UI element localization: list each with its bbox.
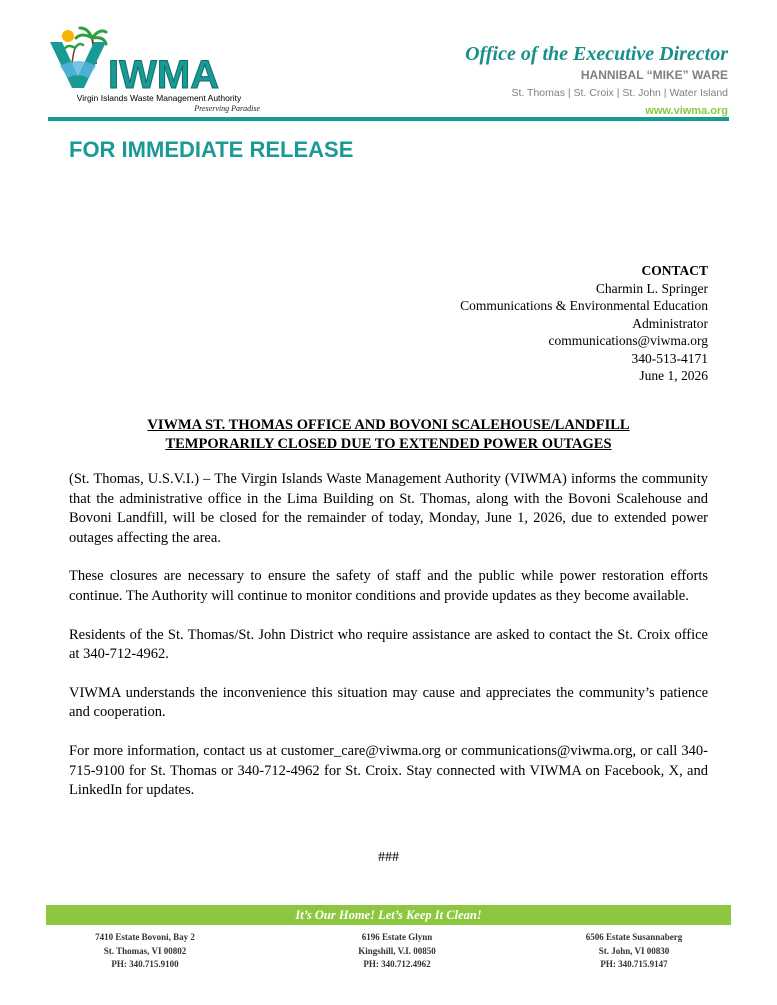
press-release-body — [69, 470, 708, 820]
release-date: June 1, 2026 — [639, 368, 708, 383]
address-line: 6506 Estate Susannaberg — [585, 932, 683, 942]
address-st-john — [544, 931, 724, 972]
headline — [69, 416, 708, 454]
headline-line: VIWMA ST. THOMAS OFFICE AND BOVONI SCALEHOUSE/LANDFILL — [147, 417, 630, 433]
sun-icon — [62, 30, 74, 42]
logo-graphic-icon — [48, 26, 268, 96]
islands-list: St. Thomas | St. Croix | St. John | Water Island — [511, 87, 728, 99]
address-line: 6196 Estate Glynn — [361, 932, 433, 942]
body-paragraph: These closures are necessary to ensure the safety of staff and the public while power restoration efforts continue. The Authority will continue to monitor conditions and provide updates as they become available. — [69, 568, 708, 604]
body-paragraph: (St. Thomas, U.S.V.I.) – The Virgin Islands Waste Management Authority (VIWMA) informs the community that the administrative office in the Lima Building on St. Thomas, along with the Bovoni Scalehouse and Bovoni Landfill, will be closed for the remainder of today, Monday, June 1, 2026, due to extended power outages affecting the area. — [69, 471, 708, 546]
footer-slogan: It’s Our Home! Let’s Keep It Clean! — [295, 908, 482, 922]
end-mark: ### — [378, 850, 399, 865]
contact-heading: CONTACT — [641, 263, 708, 278]
contact-block — [460, 262, 708, 385]
address-line: St. Thomas, VI 00802 — [103, 945, 187, 956]
address-line: Kingshill, V.I. 00850 — [358, 945, 436, 956]
headline-line: TEMPORARILY CLOSED DUE TO EXTENDED POWER OUTAGES — [165, 436, 612, 452]
address-line: 7410 Estate Bovoni, Bay 2 — [95, 932, 195, 942]
logo-wordmark: IWMA — [108, 53, 220, 96]
address-phone: PH: 340.712.4962 — [363, 959, 431, 969]
contact-line: Communications & Environmental Education — [460, 298, 708, 313]
contact-line: Charmin L. Springer — [595, 280, 708, 296]
body-paragraph: Residents of the St. Thomas/St. John District who require assistance are asked to contact the St. Croix office at 340-712-4962. — [69, 626, 708, 663]
office-title: Office of the Executive Director — [465, 43, 728, 65]
address-phone: PH: 340.715.9100 — [111, 959, 179, 969]
logo-org-name: Virgin Islands Waste Management Authority — [76, 93, 242, 103]
website-link[interactable]: www.viwma.org — [645, 105, 728, 117]
director-name: HANNIBAL “MIKE” WARE — [580, 68, 728, 82]
address-st-croix — [307, 931, 487, 972]
viwma-logo — [48, 26, 268, 116]
body-paragraph: VIWMA understands the inconvenience this situation may cause and appreciates the community’s patience and cooperation. — [69, 684, 708, 721]
release-label: FOR IMMEDIATE RELEASE — [69, 137, 354, 162]
logo-tagline: Preserving Paradise — [194, 104, 260, 113]
contact-email[interactable]: communications@viwma.org — [548, 333, 708, 348]
address-phone: PH: 340.715.9147 — [600, 959, 668, 969]
address-st-thomas — [55, 931, 235, 972]
office-header — [465, 42, 728, 120]
header-divider — [48, 117, 729, 121]
contact-phone: 340-513-4171 — [631, 350, 708, 366]
contact-line: Administrator — [632, 315, 708, 331]
address-line: St. John, VI 00830 — [598, 945, 670, 956]
body-paragraph: For more information, contact us at customer_care@viwma.org or communications@viwma.org, or call 340-715-9100 for St. Thomas or 340-712-4962 for St. Croix. Stay connected with VIWMA on Facebook, X, and LinkedIn for updates. — [69, 742, 708, 799]
footer-slogan-band — [46, 905, 731, 925]
